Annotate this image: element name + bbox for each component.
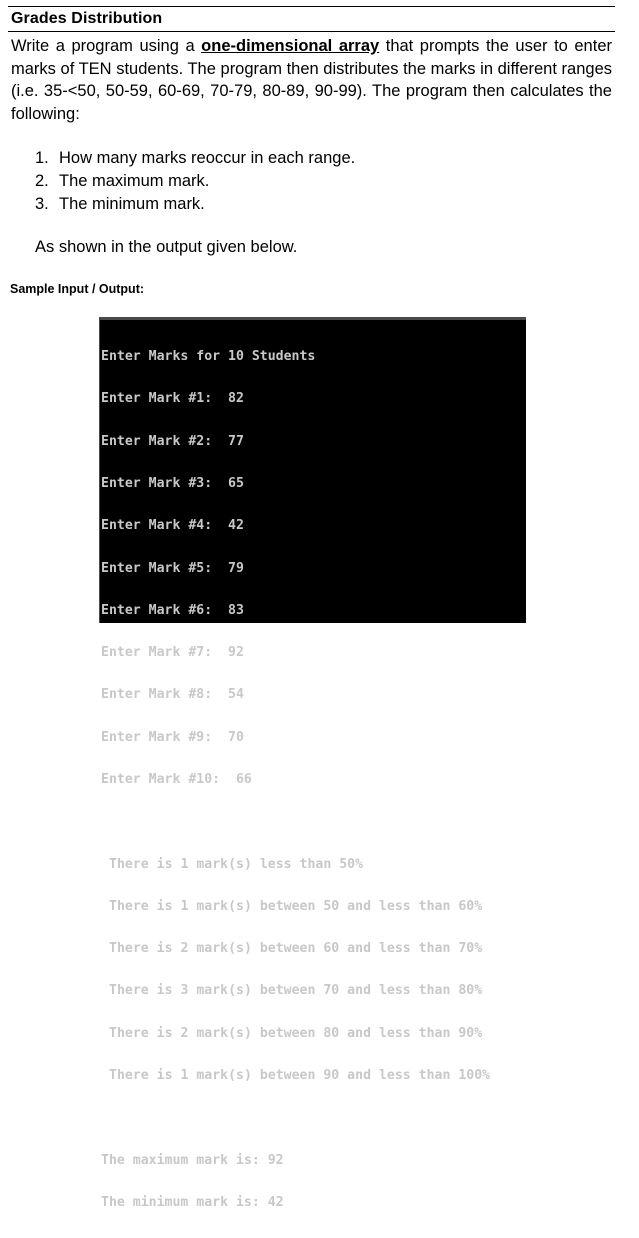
console-line: Enter Mark #3: 65 [101,476,244,492]
console-line: Enter Mark #8: 54 [101,687,244,703]
console-line: Enter Mark #5: 79 [101,560,244,576]
console-output [101,322,490,1238]
intro-text-after: that prompts the user to enter marks of TEN students. The program then distributes the marks in different ranges (i.e. 35-<50, 50-59, 60-69, 70-79, 80-89, 90-99). The program then calculates the following: [11,37,612,123]
console-line: Enter Mark #10: 66 [101,772,252,787]
intro-text-before: Write a program using a [11,37,202,55]
console-line: There is 2 mark(s) between 80 and less than 90% [109,1025,483,1041]
intro-emphasis: one-dimensional array [201,37,380,55]
console-line: There is 2 mark(s) between 60 and less than 70% [109,941,483,957]
console-line: Enter Mark #2: 77 [101,433,244,449]
console-line: There is 1 mark(s) less than 50% [109,856,364,872]
list-item-text: How many marks reoccur in each range. [59,149,356,167]
console-line: Enter Marks for 10 Students [101,349,316,365]
list-item-number: 2. [35,172,49,190]
list-item-text: The minimum mark. [59,195,205,213]
console-blank-line [101,815,490,829]
console-line: There is 1 mark(s) between 50 and less than 60% [109,898,483,914]
console-line: The maximum mark is: 92 [101,1152,284,1168]
console-line: Enter Mark #1: 82 [101,391,244,407]
console-line: There is 3 mark(s) between 70 and less than 80% [109,983,483,999]
section-heading: Grades Distribution [11,10,163,27]
list-item-text: The maximum mark. [59,172,210,190]
console-line: Enter Mark #6: 83 [101,602,244,618]
console-line: Enter Mark #9: 70 [101,729,244,745]
section-heading-bar [8,6,615,32]
list-item [35,193,355,216]
as-shown-note: As shown in the output given below. [35,238,298,256]
requirements-list [35,147,355,216]
console-blank-line [101,1111,490,1125]
intro-paragraph [11,35,612,125]
console-line: The minimum mark is: 42 [101,1194,284,1210]
list-item [35,170,355,193]
list-item-number: 3. [35,195,49,213]
sample-io-label: Sample Input / Output: [10,282,145,296]
console-line: Enter Mark #4: 42 [101,518,244,534]
console-line: There is 1 mark(s) between 90 and less than 100% [109,1067,491,1083]
list-item-number: 1. [35,149,49,167]
list-item [35,147,355,170]
console-window [99,317,526,1210]
console-line: Enter Mark #7: 92 [101,645,244,661]
